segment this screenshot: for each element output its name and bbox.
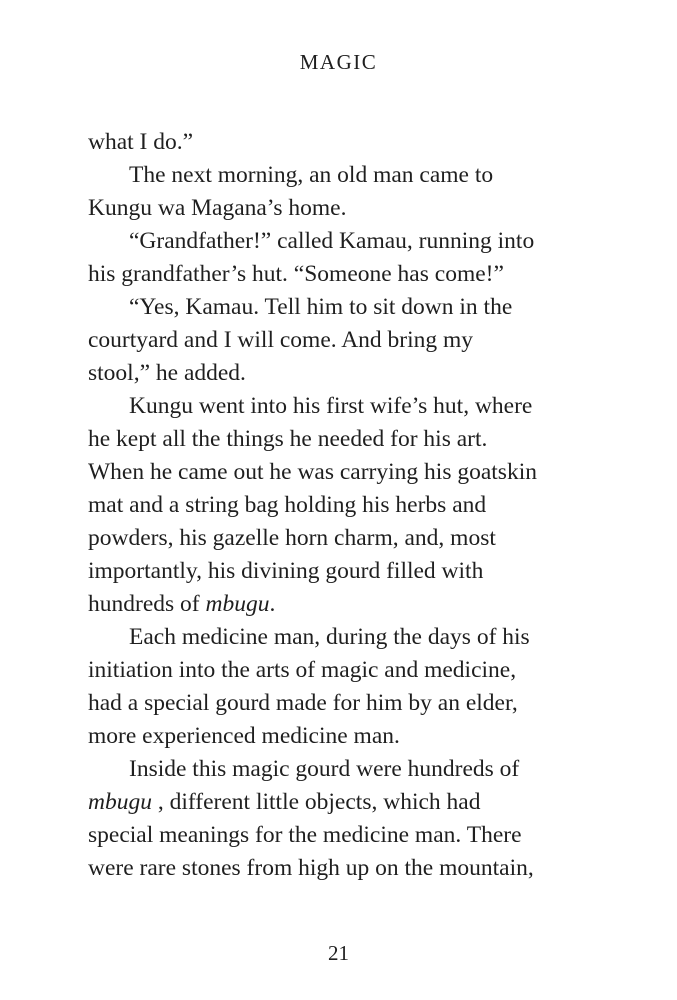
body-text xyxy=(88,126,568,885)
text-line: mat and a string bag holding his herbs and xyxy=(88,492,487,518)
text-line xyxy=(88,786,568,819)
text-line: what I do.” xyxy=(88,129,194,155)
text-line: “Yes, Kamau. Tell him to sit down in the xyxy=(129,294,513,320)
italic-term: mbugu xyxy=(205,591,270,617)
text-line: stool,” he added. xyxy=(88,360,246,386)
text-line: Inside this magic gourd were hundreds of xyxy=(129,756,520,782)
text-line: special meanings for the medicine man. There xyxy=(88,822,522,848)
text-line: were rare stones from high up on the mountain, xyxy=(88,855,534,881)
italic-term: mbugu xyxy=(88,789,152,815)
running-head: MAGIC xyxy=(299,50,378,74)
text-line: “Grandfather!” called Kamau, running into xyxy=(129,228,535,254)
text-line: powders, his gazelle horn charm, and, most xyxy=(88,525,496,551)
text-line: courtyard and I will come. And bring my xyxy=(88,327,474,353)
text-line xyxy=(88,588,568,621)
text-line: Each medicine man, during the days of his xyxy=(129,624,530,650)
text-line: initiation into the arts of magic and medicine, xyxy=(88,657,517,683)
text-fragment: . xyxy=(269,591,276,617)
text-line: Kungu wa Magana’s home. xyxy=(88,195,347,221)
text-fragment: , different little objects, which had xyxy=(157,789,481,815)
text-line: When he came out he was carrying his goatskin xyxy=(88,459,537,485)
page-number: 21 xyxy=(328,941,349,965)
text-line: had a special gourd made for him by an elder, xyxy=(88,690,518,716)
text-line: he kept all the things he needed for his art. xyxy=(88,426,488,452)
text-line: importantly, his divining gourd filled with xyxy=(88,558,484,584)
text-line: his grandfather’s hut. “Someone has come!” xyxy=(88,261,504,287)
text-line: more experienced medicine man. xyxy=(88,723,400,749)
text-fragment: hundreds of xyxy=(88,591,206,617)
text-line: The next morning, an old man came to xyxy=(129,162,494,188)
text-line: Kungu went into his first wife’s hut, where xyxy=(129,393,533,419)
